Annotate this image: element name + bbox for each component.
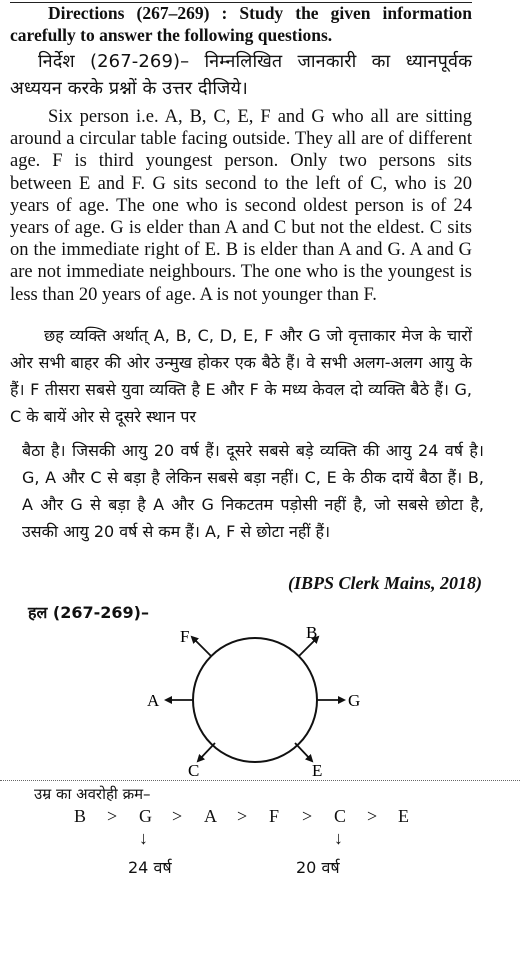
order-symbol: > xyxy=(302,806,313,826)
directions-hindi-label: निर्देश (267-269)– xyxy=(38,51,190,72)
age-label-c: 20 वर्ष xyxy=(296,858,340,877)
order-item: A xyxy=(204,806,217,826)
directions-english xyxy=(10,2,472,46)
seat-a: A xyxy=(147,691,160,710)
seating-diagram xyxy=(130,618,380,778)
seat-e: E xyxy=(312,761,323,778)
passage-hindi-part-1: छह व्यक्ति अर्थात् A, B, C, D, E, F और G जो वृत्ताकार मेज के चारों ओर सभी बाहर की ओर उन्मुख होकर एक बैठे हैं। वे सभी अलग-अलग आयु के हैं। F तीसरा सबसे युवा व्यक्ति है E और F के मध्य केवल दो व्यक्ति बैठे हैं। G, C के बायें ओर से दूसरे स्थान पर xyxy=(10,326,472,426)
age-label-g: 24 वर्ष xyxy=(128,858,172,877)
arrow-e xyxy=(295,743,312,761)
order-item: G xyxy=(139,806,152,826)
dotted-divider xyxy=(0,780,520,781)
order-item: B xyxy=(74,806,87,826)
directions-hindi-text: निम्नलिखित जानकारी का ध्यानपूर्वक अध्ययन करके प्रश्नों के उत्तर दीजिये। xyxy=(10,51,472,99)
exam-source: (IBPS Clerk Mains, 2018) xyxy=(287,573,482,593)
passage-hindi-part-2: बैठा है। जिसकी आयु 20 वर्ष हैं। दूसरे सबसे बड़े व्यक्ति की आयु 24 वर्ष है। G, A और C से बड़ा है लेकिन सबसे बड़ा नहीं। C, E के ठीक दायें बैठा हैं। B, A और G से बड़ा है A और G निकटतम पड़ोसी नहीं है, जो सबसे छोटा है, उसकी आयु 20 वर्ष से कम हैं। A, F से छोटा नहीं हैं। xyxy=(22,441,484,541)
order-symbol: > xyxy=(237,806,248,826)
solution-label: हल (267-269)– xyxy=(28,603,149,622)
passage-english: Six person i.e. A, B, C, E, F and G who all are sitting around a circular table facing outside. They all are of different age. F is third youngest person. Only two persons sits between E and F. G sits second to the left of C, who is 20 years of age. The one who is second oldest person is of 24 years of age. G is elder than A and C but not the eldest. C sits on the immediate right of E. B is elder than A and G. A and G are not immediate neighbours. The one who is the youngest is less than 20 years of age. A is not younger than F. xyxy=(10,107,472,305)
order-symbol: > xyxy=(107,806,118,826)
round-table xyxy=(193,638,317,762)
down-arrow-icon: ↓ xyxy=(334,828,343,848)
order-symbol: > xyxy=(367,806,378,826)
seat-b: B xyxy=(306,623,318,642)
directions-hindi xyxy=(10,48,472,102)
seat-c: C xyxy=(188,761,200,778)
directions-english-text: Directions (267–269) : Study the given information carefully to answer the following questions. xyxy=(10,3,472,45)
order-symbol: > xyxy=(172,806,183,826)
down-arrow-icon: ↓ xyxy=(139,828,148,848)
seat-g: G xyxy=(348,691,361,710)
seat-f: F xyxy=(180,627,190,646)
order-item: F xyxy=(269,806,280,826)
order-item: E xyxy=(398,806,409,826)
arrow-c xyxy=(198,743,215,761)
order-item: C xyxy=(334,806,347,826)
age-order-title: उम्र का अवरोही क्रम– xyxy=(34,785,151,803)
arrow-f xyxy=(192,637,211,656)
age-order-sequence xyxy=(74,806,424,830)
